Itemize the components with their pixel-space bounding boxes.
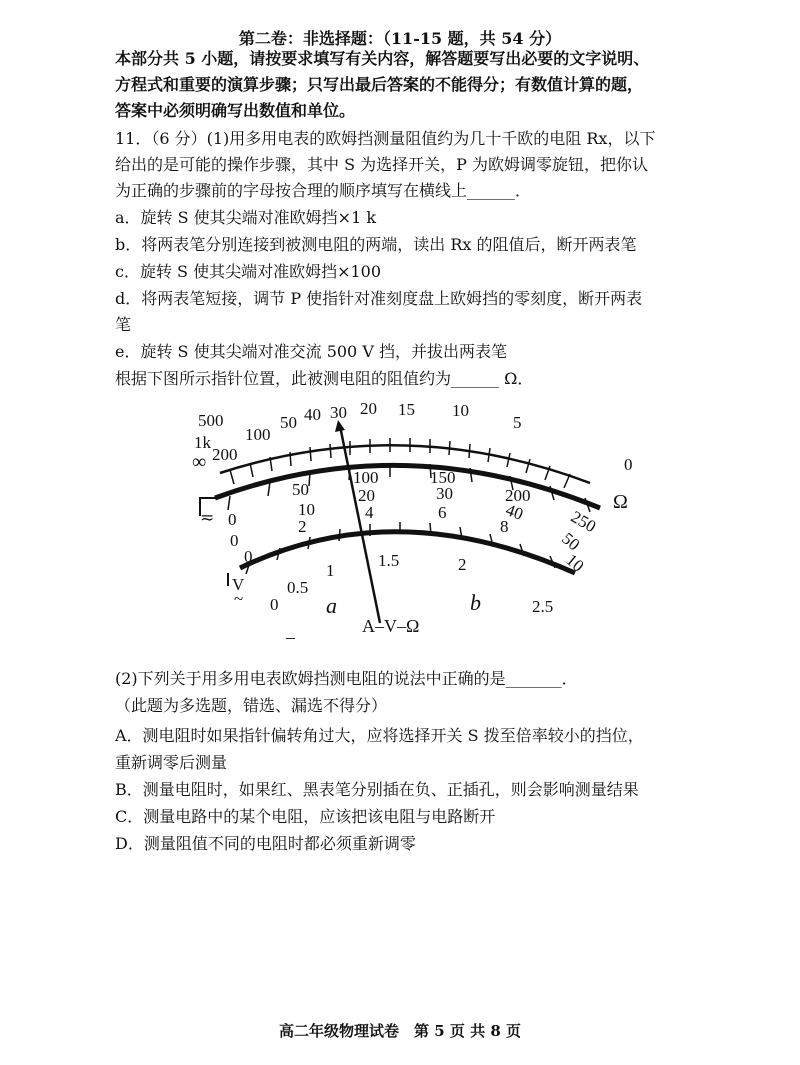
option-a-cont: 重新调零后测量 bbox=[115, 753, 228, 772]
ohm-symbol: Ω bbox=[613, 491, 628, 513]
question-intro-1: 11．（6 分）(1)用多用电表的欧姆挡测量阻值约为几十千欧的电阻 Rx，以下 bbox=[115, 129, 656, 148]
ohm-label-20: 20 bbox=[360, 399, 377, 418]
ac-label-6: 6 bbox=[438, 503, 447, 522]
question-intro-2: 给出的是可能的操作步骤，其中 S 为选择开关，P 为欧姆调零旋钮，把你认 bbox=[115, 155, 648, 174]
instruction-line-3: 答案中必须明确写出数值和单位。 bbox=[115, 101, 356, 120]
instruction-line-2: 方程式和重要的演算步骤；只写出最后答案的不能得分；有数值计算的题， bbox=[115, 75, 644, 94]
step-d: d．将两表笔短接，调节 P 使指针对准刻度盘上欧姆挡的零刻度，断开两表 bbox=[115, 289, 643, 308]
ohm-arc-inner bbox=[215, 465, 600, 508]
ohm-label-500: 500 bbox=[198, 411, 224, 430]
left-symbol-dc-ac: ≂ bbox=[200, 508, 215, 527]
option-a: A．测电阻时如果指针偏转角过大，应将选择开关 S 拨至倍率较小的挡位， bbox=[115, 726, 644, 745]
ac-label-10: 10 bbox=[562, 550, 588, 576]
dc-label-100: 100 bbox=[353, 468, 379, 487]
ohm-label-40: 40 bbox=[304, 405, 321, 424]
dc2-label-30: 30 bbox=[436, 484, 453, 503]
instruction-line-1: 本部分共 5 小题，请按要求填写有关内容，解答题要写出必要的文字说明、 bbox=[115, 49, 650, 68]
left-symbol-ac: ~ bbox=[234, 589, 244, 608]
step-b: b．将两表笔分别连接到被测电阻的两端，读出 Rx 的阻值后，断开两表笔 bbox=[115, 235, 637, 254]
dc2-label-20: 20 bbox=[358, 486, 375, 505]
letter-a: a bbox=[326, 593, 337, 618]
part2-title: (2)下列关于用多用电表欧姆挡测电阻的说法中正确的是_______． bbox=[115, 669, 578, 688]
step-a: a．旋转 S 使其尖端对准欧姆挡×1 k bbox=[115, 208, 377, 227]
dc2-label-50: 50 bbox=[558, 528, 584, 555]
question-intro-3: 为正确的步骤前的字母按合理的顺序填写在横线上______． bbox=[115, 181, 532, 200]
v-label-1-5: 1.5 bbox=[378, 551, 400, 570]
ac-label-0: 0 bbox=[244, 547, 253, 566]
ohm-label-30: 30 bbox=[330, 403, 347, 422]
ohm-label-200: 200 bbox=[212, 445, 238, 464]
option-d: D．测量阻值不同的电阻时都必须重新调零 bbox=[115, 834, 416, 853]
dc-label-250: 250 bbox=[567, 507, 600, 537]
minus-sign: – bbox=[286, 627, 295, 647]
step-d-cont: 笔 bbox=[115, 315, 132, 334]
dc2-label-10: 10 bbox=[298, 500, 315, 519]
v-label-1: 1 bbox=[326, 561, 335, 580]
dc-label-0: 0 bbox=[228, 510, 237, 529]
step-e: e．旋转 S 使其尖端对准交流 500 V 挡，并拔出两表笔 bbox=[115, 342, 507, 361]
center-label: A–V–Ω bbox=[362, 616, 420, 636]
left-symbol-v: V bbox=[232, 575, 245, 594]
dc-label-50: 50 bbox=[292, 480, 309, 499]
letter-b: b bbox=[470, 590, 481, 615]
dc-label-150: 150 bbox=[430, 468, 456, 487]
part2-note: （此题为多选题，错选、漏选不得分） bbox=[115, 696, 388, 715]
ohm-label-1k: 1k bbox=[194, 433, 211, 452]
ohm-label-100: 100 bbox=[245, 425, 271, 444]
section-title: 第二卷：非选择题：（11-15 题，共 54 分） bbox=[238, 29, 562, 48]
dc2-label-0: 0 bbox=[230, 531, 239, 550]
multimeter-dial bbox=[190, 398, 650, 648]
ohm-label-50: 50 bbox=[280, 413, 297, 432]
ohm-label-10: 10 bbox=[452, 401, 469, 420]
ohm-label-infinity: ∞ bbox=[192, 451, 207, 473]
v-arc bbox=[240, 532, 575, 573]
ohm-label-15: 15 bbox=[398, 400, 415, 419]
option-b: B．测量电阻时，如果红、黑表笔分别插在负、正插孔，则会影响测量结果 bbox=[115, 780, 639, 799]
ohm-label-5: 5 bbox=[513, 413, 522, 432]
v-label-0: 0 bbox=[270, 595, 279, 614]
dc-label-200: 200 bbox=[505, 486, 531, 505]
v-label-2-5: 2.5 bbox=[532, 597, 554, 616]
ac-label-8: 8 bbox=[500, 517, 509, 536]
reading-prompt: 根据下图所示指针位置，此被测电阻的阻值约为______ Ω． bbox=[115, 369, 534, 388]
step-c: c．旋转 S 使其尖端对准欧姆挡×100 bbox=[115, 262, 382, 281]
ac-label-2: 2 bbox=[298, 517, 307, 536]
ohm-label-0: 0 bbox=[624, 455, 633, 474]
dc2-label-40: 40 bbox=[503, 500, 526, 524]
v-label-0-5: 0.5 bbox=[287, 578, 309, 597]
ac-label-4: 4 bbox=[365, 503, 374, 522]
meter-needle bbox=[340, 426, 380, 623]
option-c: C．测量电路中的某个电阻，应该把该电阻与电路断开 bbox=[115, 807, 496, 826]
page-footer: 高二年级物理试卷 第 5 页 共 8 页 bbox=[279, 1022, 521, 1040]
v-label-2: 2 bbox=[458, 555, 467, 574]
